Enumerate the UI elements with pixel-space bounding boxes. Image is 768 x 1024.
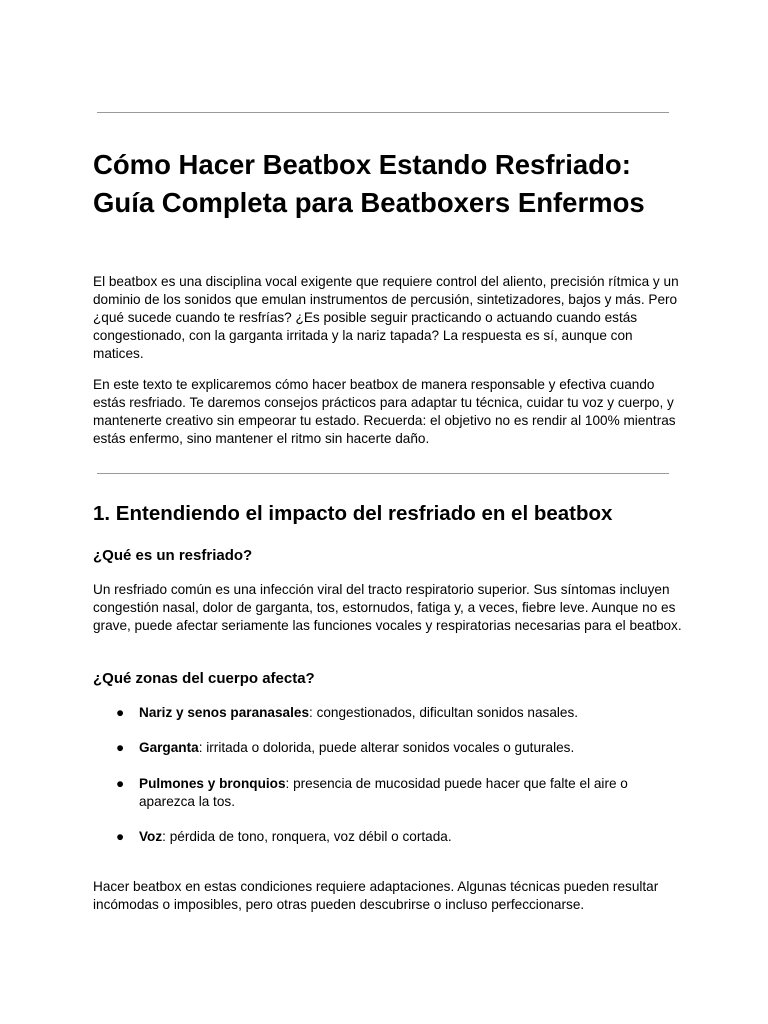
list-item: [93, 704, 683, 722]
list-item-term: Voz: [139, 828, 163, 844]
list-item-desc: : irritada o dolorida, puede alterar sonidos vocales o guturales.: [198, 740, 575, 756]
document-title: Cómo Hacer Beatbox Estando Resfriado: Guía Completa para Beatboxers Enfermos: [93, 149, 645, 218]
subsection-heading-what-is-cold: ¿Qué es un resfriado?: [93, 547, 253, 564]
list-item-term: Pulmones y bronquios: [139, 775, 286, 791]
list-item-desc: : congestionados, dificultan sonidos nasales.: [309, 705, 579, 720]
list-item: [93, 775, 683, 811]
list-item: [93, 828, 683, 846]
cold-definition-paragraph: Un resfriado común es una infección viral del tracto respiratorio superior. Sus síntomas incluyen congestión nasal, dolor de garganta, tos, estornudos, fatiga y, a veces, fiebre leve. Aunque no es grave, puede afectar seriamente las funciones vocales y respiratorias necesarias para el beatbox.: [93, 582, 682, 633]
intro-paragraph-1: El beatbox es una disciplina vocal exigente que requiere control del aliento, precisión rítmica y un dominio de los sonidos que emulan instrumentos de percusión, sintetizadores, bajos y más. Pero ¿qué sucede cuando te resfrías? ¿Es posible seguir practicando o actuando cuando estás congestionado, con la garganta irritada y la nariz tapada? La respuesta es sí, aunque con matices.: [93, 274, 679, 361]
list-item-desc: : presencia de mucosidad puede hacer que falte el aire o aparezca la tos.: [139, 775, 628, 809]
section-heading: 1. Entendiendo el impacto del resfriado en el beatbox: [93, 502, 613, 525]
section-divider: [97, 473, 669, 474]
bullet-icon: ●: [116, 705, 125, 720]
list-item-desc: : pérdida de tono, ronquera, voz débil o cortada.: [162, 828, 452, 844]
list-item-term: Garganta: [139, 740, 199, 756]
list-item-term: Nariz y senos paranasales: [139, 705, 310, 720]
subsection-heading-affected-areas: ¿Qué zonas del cuerpo afecta?: [93, 670, 315, 687]
bullet-icon: ●: [116, 828, 125, 844]
bullet-icon: ●: [116, 740, 125, 756]
closing-paragraph: Hacer beatbox en estas condiciones requiere adaptaciones. Algunas técnicas pueden resultar incómodas o imposibles, pero otras pueden descubrirse o incluso perfeccionarse.: [93, 879, 659, 912]
top-divider: [97, 112, 669, 113]
list-item: [93, 739, 683, 757]
affected-areas-list: [93, 704, 683, 846]
bullet-icon: ●: [116, 775, 125, 791]
intro-paragraph-2: En este texto te explicaremos cómo hacer beatbox de manera responsable y efectiva cuando estás resfriado. Te daremos consejos prácticos para adaptar tu técnica, cuidar tu voz y cuerpo, y mantenerte creativo sin empeorar tu estado. Recuerda: el objetivo no es rendir al 100% mientras estás enfermo, sino mantener el ritmo sin hacerte daño.: [93, 377, 676, 446]
